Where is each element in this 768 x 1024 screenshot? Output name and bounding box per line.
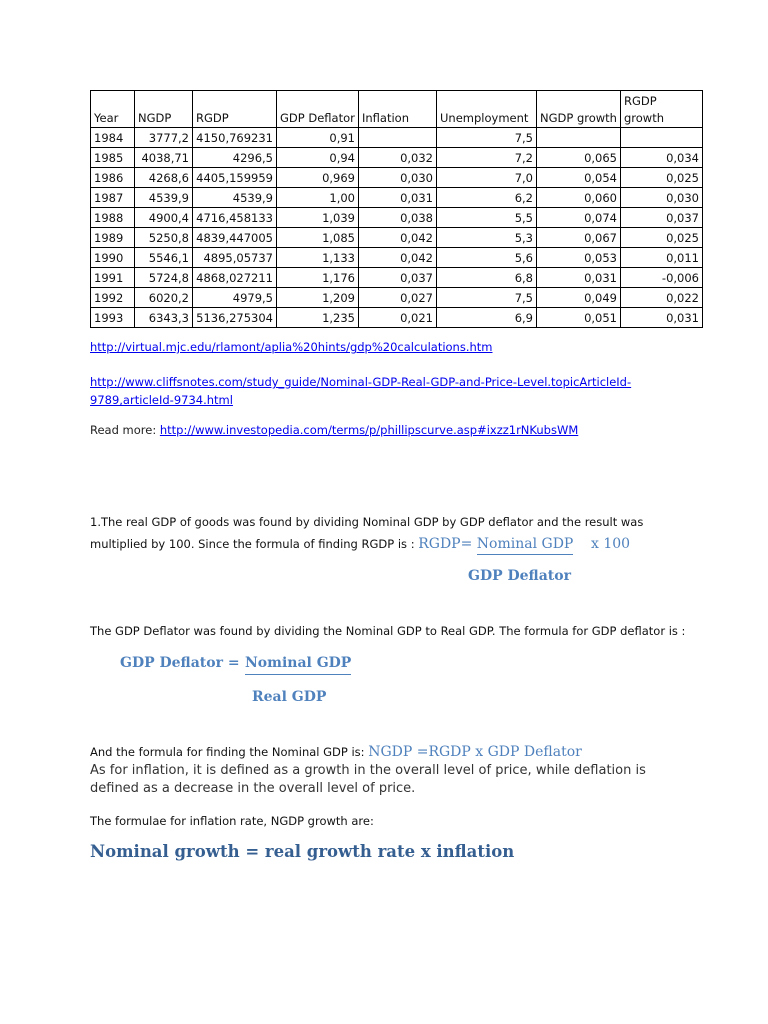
deflator-formula-lhs: GDP Deflator =: [120, 655, 240, 671]
table-cell: 7,5: [437, 128, 537, 148]
deflator-explanation: The GDP Deflator was found by dividing the Nominal GDP to Real GDP. The formula for GDP deflator is :: [90, 624, 686, 638]
table-cell: 4539,9: [135, 188, 193, 208]
rgdp-formula-times: x 100: [591, 536, 631, 552]
table-cell: 4716,458133: [193, 208, 277, 228]
table-cell: 1985: [91, 148, 135, 168]
rgdp-explanation-text: 1.The real GDP of goods was found by dividing Nominal GDP by GDP deflator and the result was multiplied by 100. Since the formula of finding RGDP is :: [90, 515, 644, 551]
table-cell: 1,039: [277, 208, 359, 228]
formulae-intro: The formulae for inflation rate, NGDP growth are:: [90, 814, 374, 828]
table-cell: 6,8: [437, 268, 537, 288]
read-more-line: [90, 421, 578, 439]
table-cell: 5724,8: [135, 268, 193, 288]
table-cell: 1984: [91, 128, 135, 148]
table-cell: 4979,5: [193, 288, 277, 308]
table-cell: 0,91: [277, 128, 359, 148]
table-cell: 0,030: [621, 188, 703, 208]
table-header-cell: Unemployment: [437, 91, 537, 128]
table-cell: 5546,1: [135, 248, 193, 268]
table-cell: 6020,2: [135, 288, 193, 308]
table-cell: 1,00: [277, 188, 359, 208]
table-cell: 0,969: [277, 168, 359, 188]
table-row: [91, 228, 703, 248]
table-cell: 4895,05737: [193, 248, 277, 268]
investopedia-link[interactable]: http://www.investopedia.com/terms/p/phillipscurve.asp#ixzz1rNKubsWM: [159, 423, 579, 437]
table-row: [91, 268, 703, 288]
table-cell: 1,176: [277, 268, 359, 288]
table-cell: 4839,447005: [193, 228, 277, 248]
table-cell: 1,085: [277, 228, 359, 248]
table-cell: 0,021: [359, 308, 437, 328]
table-cell: 0,060: [537, 188, 621, 208]
table-cell: 0,054: [537, 168, 621, 188]
table-cell: 0,031: [359, 188, 437, 208]
table-cell: 0,038: [359, 208, 437, 228]
table-row: [91, 208, 703, 228]
table-cell: 4296,5: [193, 148, 277, 168]
table-header-row: [91, 91, 703, 128]
table-cell: 1989: [91, 228, 135, 248]
table-cell: 5,5: [437, 208, 537, 228]
table-cell: 1,235: [277, 308, 359, 328]
table-header-cell: RGDP growth: [621, 91, 703, 128]
ngdp-formula-intro: And the formula for finding the Nominal GDP is:: [90, 745, 369, 759]
table-cell: 0,032: [359, 148, 437, 168]
inflation-definition: As for inflation, it is defined as a growth in the overall level of price, while deflation is defined as a decrease in the overall level of price.: [90, 763, 646, 796]
table-cell: 6,9: [437, 308, 537, 328]
table-row: [91, 188, 703, 208]
table-cell: 0,053: [537, 248, 621, 268]
table-cell: 4539,9: [193, 188, 277, 208]
table-cell: 0,074: [537, 208, 621, 228]
table-cell: 4405,159959: [193, 168, 277, 188]
table-cell: 1,133: [277, 248, 359, 268]
table-row: [91, 168, 703, 188]
table-cell: 0,065: [537, 148, 621, 168]
table-cell: 0,94: [277, 148, 359, 168]
deflator-formula-numerator: Nominal GDP: [245, 655, 351, 675]
table-cell: 0,042: [359, 228, 437, 248]
table-cell: 0,022: [621, 288, 703, 308]
table-cell: 6343,3: [135, 308, 193, 328]
table-header-cell: GDP Deflator: [277, 91, 359, 128]
table-cell: 0,027: [359, 288, 437, 308]
ngdp-formula-line: [90, 741, 690, 763]
table-cell: 7,2: [437, 148, 537, 168]
table-cell: 1990: [91, 248, 135, 268]
table-cell: 6,2: [437, 188, 537, 208]
table-cell: 1987: [91, 188, 135, 208]
table-header-cell: NGDP growth: [537, 91, 621, 128]
table-cell: 5,3: [437, 228, 537, 248]
table-cell: 1993: [91, 308, 135, 328]
table-cell: 4900,4: [135, 208, 193, 228]
table-cell: 1988: [91, 208, 135, 228]
table-header-cell: NGDP: [135, 91, 193, 128]
table-cell: 0,034: [621, 148, 703, 168]
table-cell: 1992: [91, 288, 135, 308]
table-cell: 3777,2: [135, 128, 193, 148]
table-cell: 4150,769231: [193, 128, 277, 148]
table-cell: 0,042: [359, 248, 437, 268]
table-cell: 1986: [91, 168, 135, 188]
rgdp-explanation: [90, 511, 650, 555]
table-header-cell: RGDP: [193, 91, 277, 128]
table-cell: 0,025: [621, 228, 703, 248]
mjc-gdp-link[interactable]: http://virtual.mjc.edu/rlamont/aplia%20hints/gdp%20calculations.htm: [90, 340, 493, 354]
table-cell: -0,006: [621, 268, 703, 288]
read-more-label: Read more:: [90, 423, 160, 437]
table-cell: 0,067: [537, 228, 621, 248]
cliffsnotes-link[interactable]: http://www.cliffsnotes.com/study_guide/Nominal-GDP-Real-GDP-and-Price-Level.topicArticleId-9789,articleId-9734.html: [90, 375, 632, 407]
table-cell: 0,049: [537, 288, 621, 308]
table-cell: 4268,6: [135, 168, 193, 188]
table-cell: 0,051: [537, 308, 621, 328]
table-row: [91, 148, 703, 168]
table-header-cell: Inflation: [359, 91, 437, 128]
table-cell: 5,6: [437, 248, 537, 268]
table-cell: 7,5: [437, 288, 537, 308]
table-cell: 0,031: [621, 308, 703, 328]
table-cell: 0,037: [359, 268, 437, 288]
table-cell: 4868,027211: [193, 268, 277, 288]
table-cell: 7,0: [437, 168, 537, 188]
table-header-cell: Year: [91, 91, 135, 128]
rgdp-formula-lhs: RGDP=: [418, 536, 477, 552]
table-cell: 4038,71: [135, 148, 193, 168]
table-row: [91, 128, 703, 148]
table-cell: [537, 128, 621, 148]
table-cell: 1991: [91, 268, 135, 288]
nominal-growth-formula: Nominal growth = real growth rate x inflation: [90, 842, 515, 861]
table-cell: 5250,8: [135, 228, 193, 248]
table-cell: 0,031: [537, 268, 621, 288]
deflator-formula-denominator: Real GDP: [252, 689, 327, 705]
table-cell: [621, 128, 703, 148]
table-cell: 5136,275304: [193, 308, 277, 328]
table-cell: 1,209: [277, 288, 359, 308]
table-cell: 0,025: [621, 168, 703, 188]
gdp-data-table: [90, 90, 703, 328]
table-cell: 0,030: [359, 168, 437, 188]
table-cell: [359, 128, 437, 148]
rgdp-formula-denominator: GDP Deflator: [468, 568, 571, 584]
rgdp-formula-numerator: Nominal GDP: [477, 536, 574, 555]
table-cell: 0,011: [621, 248, 703, 268]
ngdp-formula: NGDP =RGDP x GDP Deflator: [368, 744, 582, 760]
table-row: [91, 308, 703, 328]
table-row: [91, 288, 703, 308]
table-cell: 0,037: [621, 208, 703, 228]
table-row: [91, 248, 703, 268]
